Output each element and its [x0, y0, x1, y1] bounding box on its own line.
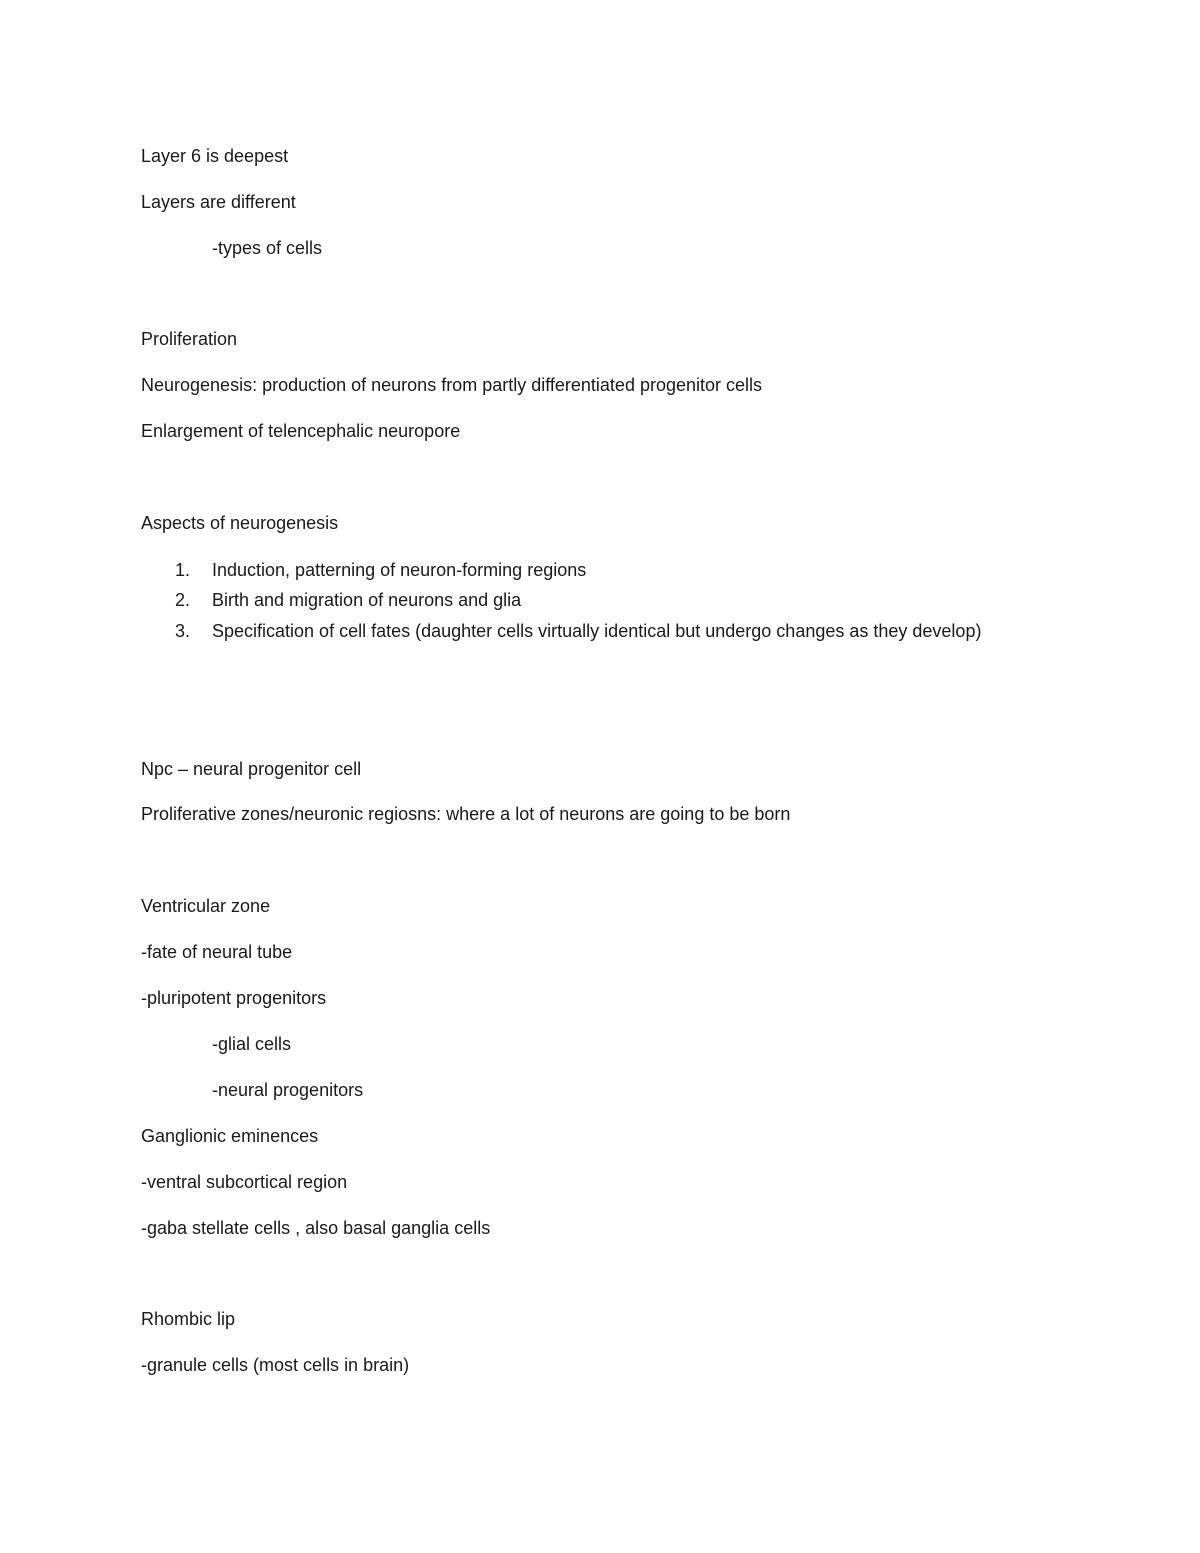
- list-text: Birth and migration of neurons and glia: [212, 590, 522, 610]
- text-line-indented: -types of cells: [212, 238, 323, 258]
- heading-rhombic-lip: Rhombic lip: [141, 1309, 236, 1329]
- list-number: 3.: [175, 621, 191, 641]
- text-line: -pluripotent progenitors: [141, 988, 327, 1008]
- text-line: Neurogenesis: production of neurons from partly differentiated progenitor cells: [141, 375, 763, 395]
- heading-ventricular-zone: Ventricular zone: [141, 896, 271, 916]
- text-line: -gaba stellate cells , also basal ganglia cells: [141, 1218, 491, 1238]
- text-line: -ventral subcortical region: [141, 1172, 348, 1192]
- text-line: Layer 6 is deepest: [141, 146, 289, 166]
- text-line: Layers are different: [141, 192, 296, 212]
- text-line: -granule cells (most cells in brain): [141, 1355, 410, 1375]
- list-text: Induction, patterning of neuron-forming regions: [212, 560, 587, 580]
- text-line-indented: -glial cells: [212, 1034, 292, 1054]
- heading-aspects: Aspects of neurogenesis: [141, 513, 339, 533]
- list-number: 2.: [175, 590, 191, 610]
- heading-ganglionic-eminences: Ganglionic eminences: [141, 1126, 319, 1146]
- heading-proliferation: Proliferation: [141, 329, 238, 349]
- text-line: -fate of neural tube: [141, 942, 293, 962]
- list-number: 1.: [175, 560, 191, 580]
- list-text: Specification of cell fates (daughter cells virtually identical but undergo changes as they develop): [212, 621, 982, 641]
- text-line: Enlargement of telencephalic neuropore: [141, 421, 461, 441]
- text-line: Proliferative zones/neuronic regiosns: where a lot of neurons are going to be born: [141, 804, 791, 824]
- text-line-indented: -neural progenitors: [212, 1080, 364, 1100]
- text-line: Npc – neural progenitor cell: [141, 759, 362, 779]
